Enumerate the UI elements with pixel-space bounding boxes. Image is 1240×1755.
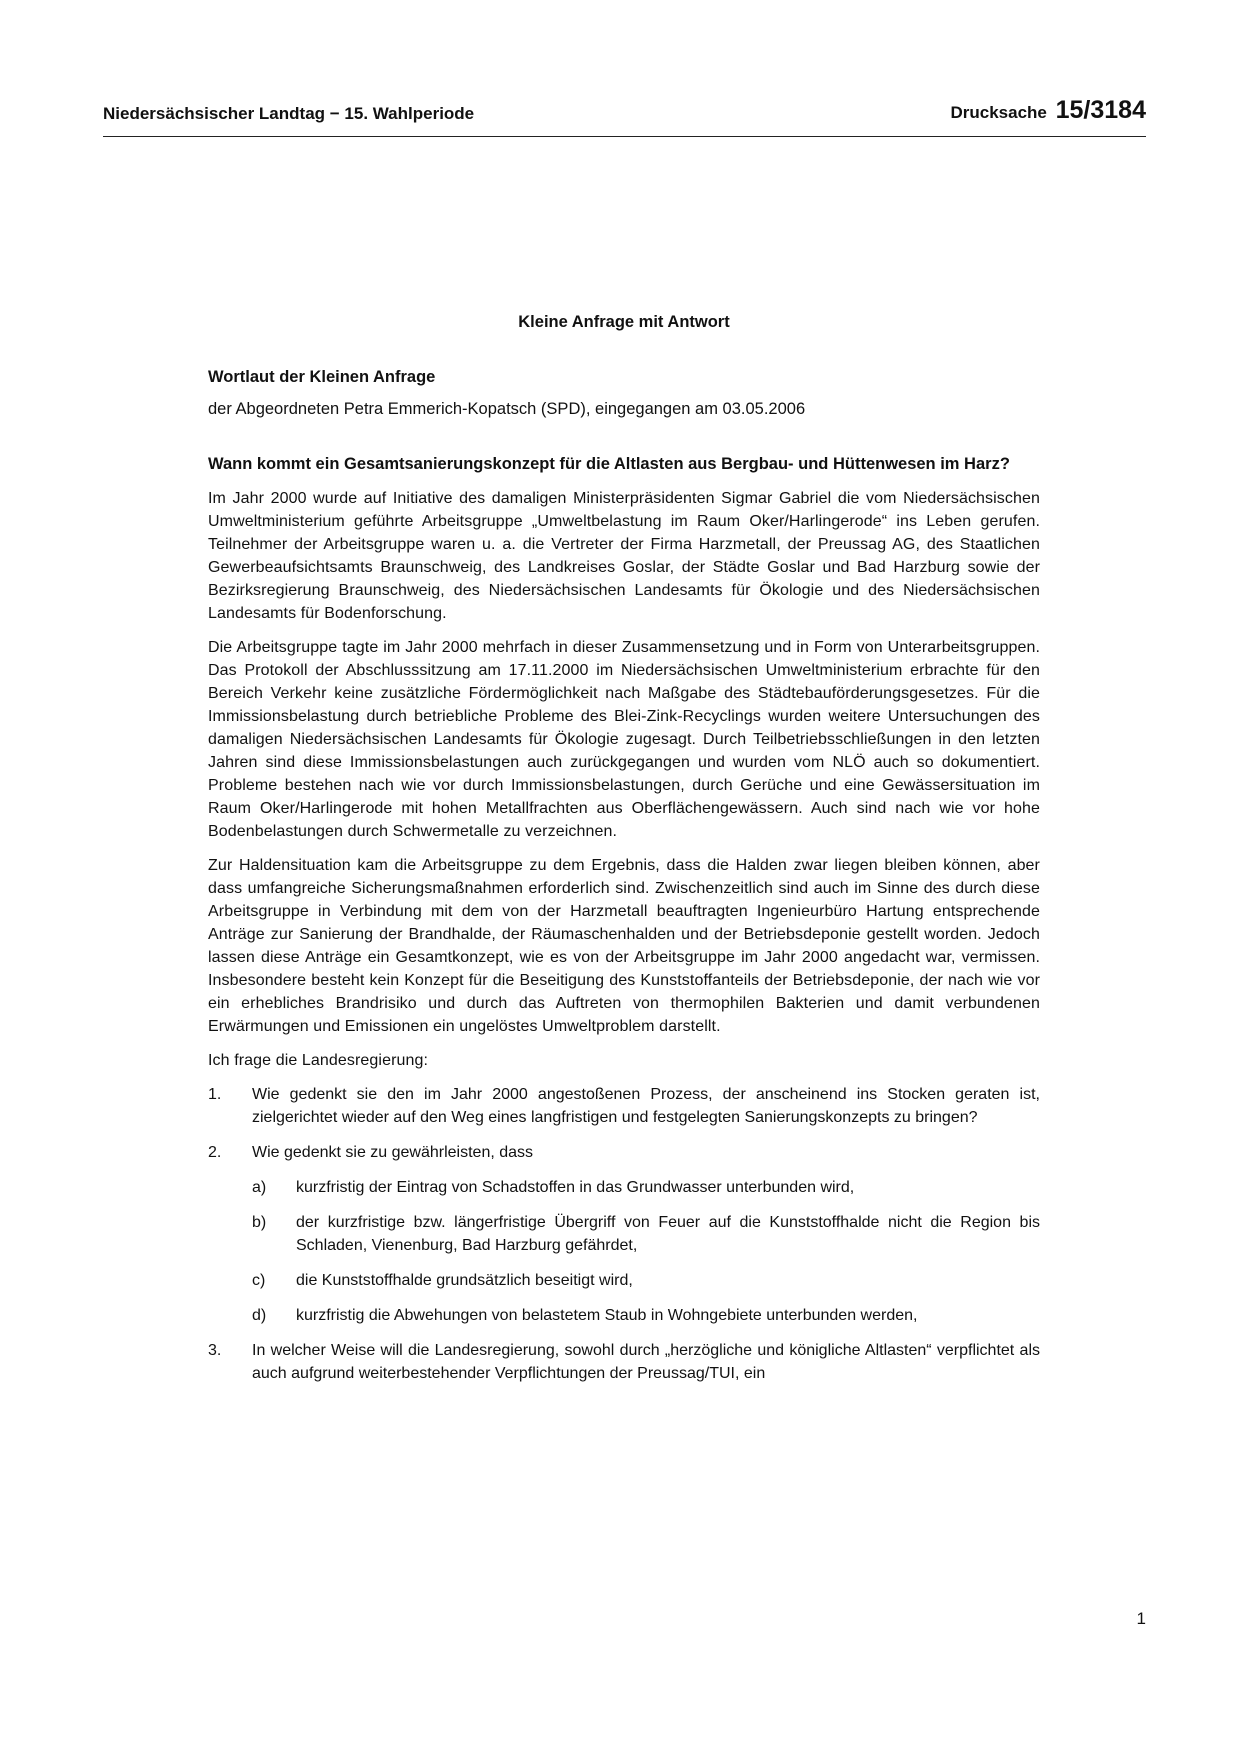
document-body	[208, 313, 1040, 1397]
question-text: In welcher Weise will die Landesregierung, sowohl durch „herzögliche und königliche Altlasten“ verpflichtet als auch aufgrund weiterbestehender Verpflichtungen der Preussag/TUI, ein	[252, 1342, 1040, 1382]
question-number: 2.	[208, 1144, 222, 1161]
sub-question-letter: c)	[252, 1272, 266, 1289]
drucksache-label: Drucksache	[950, 103, 1047, 122]
question-intro: Ich frage die Landesregierung:	[208, 1052, 429, 1069]
inquiry-subject: Wann kommt ein Gesamtsanierungskonzept für die Altlasten aus Bergbau- und Hüttenwesen im Harz?	[208, 455, 1010, 473]
question-item	[208, 1141, 1040, 1164]
section-heading: Wortlaut der Kleinen Anfrage	[208, 368, 436, 386]
drucksache-number: 15/3184	[1055, 96, 1146, 124]
question-number: 1.	[208, 1086, 222, 1103]
question-item	[208, 1339, 1040, 1385]
sub-question-item	[208, 1176, 1040, 1199]
sub-question-letter: d)	[252, 1307, 267, 1324]
document-title: Kleine Anfrage mit Antwort	[518, 313, 730, 331]
sub-question-item	[208, 1304, 1040, 1327]
page-number: 1	[1136, 1609, 1146, 1628]
page-header	[103, 96, 1146, 137]
body-paragraph: Zur Haldensituation kam die Arbeitsgruppe zu dem Ergebnis, dass die Halden zwar liegen bleiben können, aber dass umfangreiche Sicherungsmaßnahmen erforderlich sind. Zwischenzeitlich sind auch im Sinne des durch diese Arbeitsgruppe in Verbindung mit dem von der Harzmetall beauftragten Ingenieurbüro Hartung entsprechende Anträge zur Sanierung der Brandhalde, der Räumaschenhalden und der Betriebsdeponie gestellt worden. Jedoch lassen diese Anträge ein Gesamtkonzept, wie es von der Arbeitsgruppe im Jahr 2000 angedacht war, vermissen. Insbesondere besteht kein Konzept für die Beseitigung des Kunststoffanteils der Betriebsdeponie, der nach wie vor ein erhebliches Brandrisiko und durch das Auftreten von thermophilen Bakterien und damit verbundenen Erwärmungen und Emissionen ein ungelöstes Umweltproblem darstellt.	[208, 857, 1040, 1035]
question-item	[208, 1083, 1040, 1129]
drucksache-reference	[951, 96, 1147, 125]
sub-question-text: der kurzfristige bzw. längerfristige Übergriff von Feuer auf die Kunststoffhalde nicht die Region bis Schladen, Vienenburg, Bad Harzburg gefährdet,	[296, 1214, 1040, 1254]
body-paragraph: Im Jahr 2000 wurde auf Initiative des damaligen Ministerpräsidenten Sigmar Gabriel die vom Niedersächsischen Umweltministerium geführte Arbeitsgruppe „Umweltbelastung im Raum Oker/Harlingerode“ ins Leben gerufen. Teilnehmer der Arbeitsgruppe waren u. a. die Vertreter der Firma Harzmetall, der Preussag AG, des Staatlichen Gewerbeaufsichtsamts Braunschweig, des Landkreises Goslar, der Städte Goslar und Bad Harzburg sowie der Bezirksregierung Braunschweig, des Niedersächsischen Landesamts für Ökologie und des Niedersächsischen Landesamts für Bodenforschung.	[208, 490, 1040, 622]
question-text: Wie gedenkt sie zu gewährleisten, dass	[252, 1144, 534, 1161]
sub-question-letter: a)	[252, 1179, 267, 1196]
sub-question-letter: b)	[252, 1214, 267, 1231]
parliament-period: Niedersächsischer Landtag − 15. Wahlperiode	[103, 104, 475, 123]
sub-question-text: die Kunststoffhalde grundsätzlich beseitigt wird,	[296, 1272, 633, 1289]
sub-question-text: kurzfristig die Abwehungen von belastetem Staub in Wohngebiete unterbunden werden,	[296, 1307, 918, 1324]
submission-meta: der Abgeordneten Petra Emmerich-Kopatsch (SPD), eingegangen am 03.05.2006	[208, 400, 806, 418]
body-paragraph: Die Arbeitsgruppe tagte im Jahr 2000 mehrfach in dieser Zusammensetzung und in Form von Unterarbeitsgruppen. Das Protokoll der Abschlusssitzung am 17.11.2000 im Niedersächsischen Umweltministerium erbrachte für den Bereich Verkehr keine zusätzliche Fördermöglichkeit nach Maßgabe des Städtebauförderungsgesetzes. Für die Immissionsbelastung durch betriebliche Probleme des Blei-Zink-Recyclings wurden weitere Untersuchungen des damaligen Niedersächsischen Landesamts für Ökologie zugesagt. Durch Teilbetriebsschließungen in den letzten Jahren sind diese Immissionsbelastungen auch zurückgegangen und wurden vom NLÖ auch so dokumentiert. Probleme bestehen nach wie vor durch Immissionsbelastungen, durch Gerüche und eine Gewässersituation im Raum Oker/Harlingerode mit hohen Metallfrachten aus Oberflächengewässern. Auch sind nach wie vor hohe Bodenbelastungen durch Schwermetalle zu verzeichnen.	[208, 639, 1040, 840]
sub-question-text: kurzfristig der Eintrag von Schadstoffen in das Grundwasser unterbunden wird,	[296, 1179, 855, 1196]
sub-question-item	[208, 1211, 1040, 1257]
question-text: Wie gedenkt sie den im Jahr 2000 angestoßenen Prozess, der anscheinend ins Stocken geraten ist, zielgerichtet wieder auf den Weg eines langfristigen und festgelegten Sanierungskonzepts zu bringen?	[252, 1086, 1040, 1126]
question-number: 3.	[208, 1342, 222, 1359]
sub-question-item	[208, 1269, 1040, 1292]
